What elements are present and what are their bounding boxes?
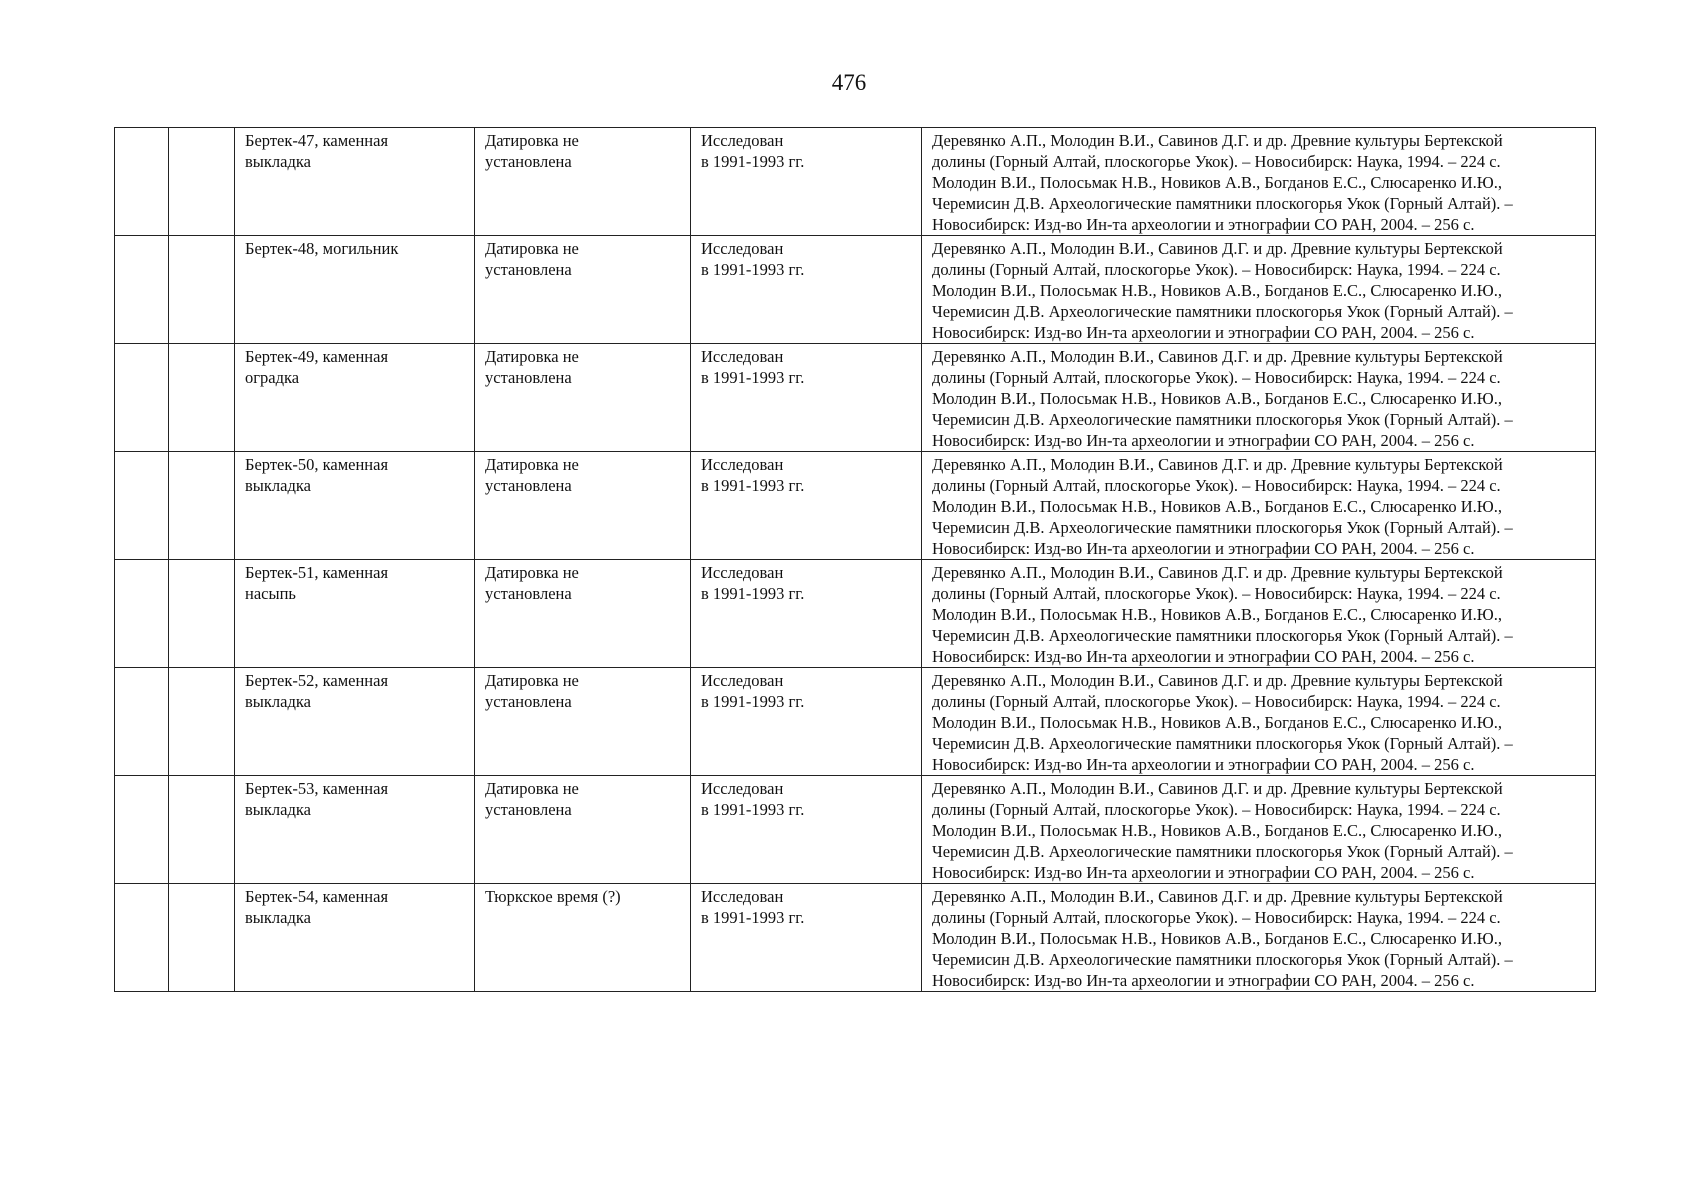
dating-cell	[475, 344, 691, 452]
status-cell	[691, 452, 922, 560]
code-cell	[169, 452, 235, 560]
table-row	[115, 884, 1596, 992]
table-row	[115, 776, 1596, 884]
status-text: Исследован в 1991-1993 гг.	[701, 347, 805, 387]
monument-name-text: Бертек-47, каменная выкладка	[245, 131, 389, 171]
number-cell	[115, 884, 169, 992]
reference-cell	[922, 884, 1596, 992]
status-cell	[691, 560, 922, 668]
monument-name	[235, 452, 475, 560]
number-cell	[115, 668, 169, 776]
dating-cell	[475, 668, 691, 776]
monument-name-text: Бертек-49, каменная оградка	[245, 347, 389, 387]
dating-text: Датировка не установлена	[485, 455, 579, 495]
reference-cell	[922, 236, 1596, 344]
dating-text: Датировка не установлена	[485, 563, 579, 603]
table-row	[115, 236, 1596, 344]
status-cell	[691, 884, 922, 992]
status-text: Исследован в 1991-1993 гг.	[701, 887, 805, 927]
dating-cell	[475, 560, 691, 668]
reference-text: Деревянко А.П., Молодин В.И., Савинов Д.Г. и др. Древние культуры Бертекской долины (Горный Алтай, плоскогорье Укок). – Новосибирск: Наука, 1994. – 224 с. Молодин В.И., Полосьмак Н.В., Новиков А.В., Богданов Е.С., Слюсаренко И.Ю., Черемисин Д.В. Археологические памятники плоскогорья Укок (Горный Алтай). – Новосибирск: Изд-во Ин-та археологии и этнографии СО РАН, 2004. – 256 с.	[932, 455, 1513, 558]
status-text: Исследован в 1991-1993 гг.	[701, 455, 805, 495]
reference-cell	[922, 128, 1596, 236]
dating-text: Датировка не установлена	[485, 347, 579, 387]
status-text: Исследован в 1991-1993 гг.	[701, 671, 805, 711]
monument-name-text: Бертек-51, каменная насыпь	[245, 563, 389, 603]
reference-cell	[922, 452, 1596, 560]
dating-text: Датировка не установлена	[485, 671, 579, 711]
status-text: Исследован в 1991-1993 гг.	[701, 131, 805, 171]
status-text: Исследован в 1991-1993 гг.	[701, 563, 805, 603]
reference-text: Деревянко А.П., Молодин В.И., Савинов Д.Г. и др. Древние культуры Бертекской долины (Горный Алтай, плоскогорье Укок). – Новосибирск: Наука, 1994. – 224 с. Молодин В.И., Полосьмак Н.В., Новиков А.В., Богданов Е.С., Слюсаренко И.Ю., Черемисин Д.В. Археологические памятники плоскогорья Укок (Горный Алтай). – Новосибирск: Изд-во Ин-та археологии и этнографии СО РАН, 2004. – 256 с.	[932, 347, 1513, 450]
monument-name	[235, 344, 475, 452]
monument-name	[235, 668, 475, 776]
status-cell	[691, 344, 922, 452]
table-row	[115, 128, 1596, 236]
status-text: Исследован в 1991-1993 гг.	[701, 239, 805, 279]
reference-cell	[922, 776, 1596, 884]
dating-text: Датировка не установлена	[485, 239, 579, 279]
monument-name-text: Бертек-50, каменная выкладка	[245, 455, 389, 495]
status-text: Исследован в 1991-1993 гг.	[701, 779, 805, 819]
monument-name	[235, 560, 475, 668]
reference-text: Деревянко А.П., Молодин В.И., Савинов Д.Г. и др. Древние культуры Бертекской долины (Горный Алтай, плоскогорье Укок). – Новосибирск: Наука, 1994. – 224 с. Молодин В.И., Полосьмак Н.В., Новиков А.В., Богданов Е.С., Слюсаренко И.Ю., Черемисин Д.В. Археологические памятники плоскогорья Укок (Горный Алтай). – Новосибирск: Изд-во Ин-та археологии и этнографии СО РАН, 2004. – 256 с.	[932, 239, 1513, 342]
status-cell	[691, 236, 922, 344]
monument-name	[235, 128, 475, 236]
reference-text: Деревянко А.П., Молодин В.И., Савинов Д.Г. и др. Древние культуры Бертекской долины (Горный Алтай, плоскогорье Укок). – Новосибирск: Наука, 1994. – 224 с. Молодин В.И., Полосьмак Н.В., Новиков А.В., Богданов Е.С., Слюсаренко И.Ю., Черемисин Д.В. Археологические памятники плоскогорья Укок (Горный Алтай). – Новосибирск: Изд-во Ин-та археологии и этнографии СО РАН, 2004. – 256 с.	[932, 779, 1513, 882]
code-cell	[169, 776, 235, 884]
monuments-table	[114, 127, 1596, 992]
code-cell	[169, 128, 235, 236]
dating-cell	[475, 884, 691, 992]
table-body	[115, 128, 1596, 992]
number-cell	[115, 128, 169, 236]
code-cell	[169, 668, 235, 776]
monument-name-text: Бертек-52, каменная выкладка	[245, 671, 389, 711]
code-cell	[169, 344, 235, 452]
reference-text: Деревянко А.П., Молодин В.И., Савинов Д.Г. и др. Древние культуры Бертекской долины (Горный Алтай, плоскогорье Укок). – Новосибирск: Наука, 1994. – 224 с. Молодин В.И., Полосьмак Н.В., Новиков А.В., Богданов Е.С., Слюсаренко И.Ю., Черемисин Д.В. Археологические памятники плоскогорья Укок (Горный Алтай). – Новосибирск: Изд-во Ин-та археологии и этнографии СО РАН, 2004. – 256 с.	[932, 671, 1513, 774]
status-cell	[691, 776, 922, 884]
status-cell	[691, 668, 922, 776]
number-cell	[115, 236, 169, 344]
monument-name	[235, 884, 475, 992]
page-number: 476	[831, 70, 867, 95]
number-cell	[115, 776, 169, 884]
reference-text: Деревянко А.П., Молодин В.И., Савинов Д.Г. и др. Древние культуры Бертекской долины (Горный Алтай, плоскогорье Укок). – Новосибирск: Наука, 1994. – 224 с. Молодин В.И., Полосьмак Н.В., Новиков А.В., Богданов Е.С., Слюсаренко И.Ю., Черемисин Д.В. Археологические памятники плоскогорья Укок (Горный Алтай). – Новосибирск: Изд-во Ин-та археологии и этнографии СО РАН, 2004. – 256 с.	[932, 887, 1513, 990]
dating-cell	[475, 776, 691, 884]
number-cell	[115, 452, 169, 560]
table-row	[115, 668, 1596, 776]
code-cell	[169, 236, 235, 344]
monument-name-text: Бертек-53, каменная выкладка	[245, 779, 389, 819]
monument-name-text: Бертек-48, могильник	[245, 239, 399, 258]
dating-text: Тюркское время (?)	[485, 887, 621, 906]
dating-cell	[475, 128, 691, 236]
dating-cell	[475, 452, 691, 560]
status-cell	[691, 128, 922, 236]
monument-name	[235, 236, 475, 344]
code-cell	[169, 560, 235, 668]
reference-cell	[922, 560, 1596, 668]
monument-name-text: Бертек-54, каменная выкладка	[245, 887, 389, 927]
table-row	[115, 344, 1596, 452]
code-cell	[169, 884, 235, 992]
reference-text: Деревянко А.П., Молодин В.И., Савинов Д.Г. и др. Древние культуры Бертекской долины (Горный Алтай, плоскогорье Укок). – Новосибирск: Наука, 1994. – 224 с. Молодин В.И., Полосьмак Н.В., Новиков А.В., Богданов Е.С., Слюсаренко И.Ю., Черемисин Д.В. Археологические памятники плоскогорья Укок (Горный Алтай). – Новосибирск: Изд-во Ин-та археологии и этнографии СО РАН, 2004. – 256 с.	[932, 131, 1513, 234]
reference-cell	[922, 344, 1596, 452]
monument-name	[235, 776, 475, 884]
reference-cell	[922, 668, 1596, 776]
dating-text: Датировка не установлена	[485, 779, 579, 819]
dating-text: Датировка не установлена	[485, 131, 579, 171]
number-cell	[115, 560, 169, 668]
table-row	[115, 560, 1596, 668]
number-cell	[115, 344, 169, 452]
table-row	[115, 452, 1596, 560]
reference-text: Деревянко А.П., Молодин В.И., Савинов Д.Г. и др. Древние культуры Бертекской долины (Горный Алтай, плоскогорье Укок). – Новосибирск: Наука, 1994. – 224 с. Молодин В.И., Полосьмак Н.В., Новиков А.В., Богданов Е.С., Слюсаренко И.Ю., Черемисин Д.В. Археологические памятники плоскогорья Укок (Горный Алтай). – Новосибирск: Изд-во Ин-та археологии и этнографии СО РАН, 2004. – 256 с.	[932, 563, 1513, 666]
dating-cell	[475, 236, 691, 344]
